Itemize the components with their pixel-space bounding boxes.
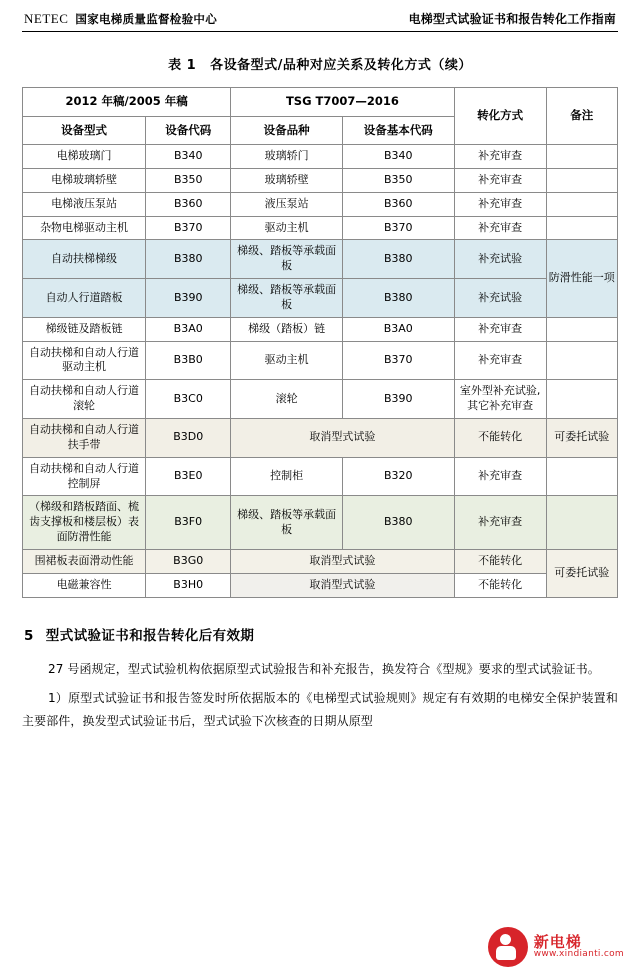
header-remark: 备注 — [546, 88, 617, 145]
cell-variety: 驱动主机 — [231, 216, 343, 240]
header-group-middle: TSG T7007—2016 — [231, 88, 454, 117]
cell-remark — [546, 168, 617, 192]
cell-remark — [546, 145, 617, 169]
cell-convert: 补充审查 — [454, 168, 546, 192]
cell-variety: 玻璃轿门 — [231, 145, 343, 169]
cell-type: 电梯液压泵站 — [23, 192, 146, 216]
cell-convert: 不能转化 — [454, 419, 546, 458]
cell-remark: 防滑性能一项 — [546, 240, 617, 317]
cell-variety: 控制柜 — [231, 457, 343, 496]
cell-base: B320 — [342, 457, 454, 496]
header-left — [24, 11, 217, 27]
cell-variety: 玻璃轿壁 — [231, 168, 343, 192]
table-number: 表 1 — [168, 58, 197, 73]
cell-remark: 可委托试验 — [546, 419, 617, 458]
cell-base: B380 — [342, 279, 454, 318]
cell-code: B3A0 — [146, 317, 231, 341]
cell-variety: 梯级、踏板等承载面板 — [231, 496, 343, 550]
cell-remark — [546, 192, 617, 216]
cell-code: B3C0 — [146, 380, 231, 419]
header-convert-method: 转化方式 — [454, 88, 546, 145]
cell-remark — [546, 341, 617, 380]
cell-convert: 补充审查 — [454, 192, 546, 216]
table-row — [23, 216, 618, 240]
cell-code: B3G0 — [146, 549, 231, 573]
cell-base: B380 — [342, 240, 454, 279]
cell-convert: 补充审查 — [454, 341, 546, 380]
cell-convert: 补充试验 — [454, 240, 546, 279]
cell-variety: 取消型式试验 — [231, 573, 454, 597]
table-caption — [22, 54, 618, 73]
cell-convert: 补充审查 — [454, 457, 546, 496]
paragraph-2: 1）原型式试验证书和报告签发时所依据版本的《电梯型式试验规则》规定有有效期的电梯安全保护装置和主要部件，换发型式试验证书后，型式试验下次核查的日期从原型 — [22, 690, 618, 729]
watermark-text — [534, 934, 624, 960]
table-title-text: 各设备型式/品种对应关系及转化方式（续） — [210, 58, 472, 73]
cell-convert: 补充审查 — [454, 317, 546, 341]
cell-base: B340 — [342, 145, 454, 169]
cell-variety: 滚轮 — [231, 380, 343, 419]
cell-code: B340 — [146, 145, 231, 169]
cell-base: B3A0 — [342, 317, 454, 341]
cell-variety: 取消型式试验 — [231, 419, 454, 458]
section-heading — [24, 624, 618, 644]
table-row — [23, 279, 618, 318]
table-row — [23, 240, 618, 279]
cell-remark — [546, 317, 617, 341]
cell-code: B360 — [146, 192, 231, 216]
organization-name: 国家电梯质量监督检验中心 — [75, 12, 217, 26]
cell-code: B390 — [146, 279, 231, 318]
person-icon — [488, 927, 528, 967]
table-row — [23, 192, 618, 216]
cell-convert: 不能转化 — [454, 549, 546, 573]
cell-type: （梯级和踏板踏面、梳齿支撑板和楼层板）表面防滑性能 — [23, 496, 146, 550]
cell-type: 自动人行道踏板 — [23, 279, 146, 318]
cell-base: B390 — [342, 380, 454, 419]
cell-code: B3F0 — [146, 496, 231, 550]
cell-type: 梯级链及踏板链 — [23, 317, 146, 341]
cell-code: B380 — [146, 240, 231, 279]
table-row — [23, 457, 618, 496]
table-row — [23, 145, 618, 169]
watermark-title: 新电梯 — [533, 932, 582, 951]
cell-variety: 梯级（踏板）链 — [231, 317, 343, 341]
header-equipment-type: 设备型式 — [23, 116, 146, 145]
cell-base: B370 — [342, 341, 454, 380]
cell-type: 自动扶梯梯级 — [23, 240, 146, 279]
cell-type: 围裙板表面滑动性能 — [23, 549, 146, 573]
cell-type: 电梯玻璃轿壁 — [23, 168, 146, 192]
table-row — [23, 341, 618, 380]
cell-remark — [546, 216, 617, 240]
cell-convert: 补充试验 — [454, 279, 546, 318]
document-title: 电梯型式试验证书和报告转化工作指南 — [408, 12, 616, 26]
table-row — [23, 419, 618, 458]
cell-code: B350 — [146, 168, 231, 192]
section-title: 型式试验证书和报告转化后有效期 — [45, 627, 255, 644]
cell-type: 电梯玻璃门 — [23, 145, 146, 169]
cell-convert: 补充审查 — [454, 145, 546, 169]
watermark — [488, 927, 624, 967]
cell-code: B3E0 — [146, 457, 231, 496]
cell-remark — [546, 457, 617, 496]
cell-variety: 取消型式试验 — [231, 549, 454, 573]
cell-remark — [546, 380, 617, 419]
cell-variety: 梯级、踏板等承载面板 — [231, 240, 343, 279]
cell-type: 自动扶梯和自动人行道驱动主机 — [23, 341, 146, 380]
table-row — [23, 380, 618, 419]
cell-variety: 液压泵站 — [231, 192, 343, 216]
cell-remark: 可委托试验 — [546, 549, 617, 597]
cell-type: 电磁兼容性 — [23, 573, 146, 597]
cell-base: B380 — [342, 496, 454, 550]
table-row — [23, 549, 618, 573]
table-row — [23, 496, 618, 550]
cell-convert: 补充审查 — [454, 216, 546, 240]
cell-code: B3D0 — [146, 419, 231, 458]
cell-convert: 不能转化 — [454, 573, 546, 597]
page-header — [22, 0, 618, 32]
watermark-url: www.xindianti.com — [533, 949, 624, 960]
header-equipment-code: 设备代码 — [146, 116, 231, 145]
cell-code: B3B0 — [146, 341, 231, 380]
cell-code: B370 — [146, 216, 231, 240]
cell-base: B370 — [342, 216, 454, 240]
cell-type: 自动扶梯和自动人行道滚轮 — [23, 380, 146, 419]
cell-type: 自动扶梯和自动人行道控制屏 — [23, 457, 146, 496]
table-row — [23, 317, 618, 341]
table-row — [23, 168, 618, 192]
brand-logo: NETEC — [24, 11, 69, 26]
equipment-conversion-table — [22, 87, 618, 598]
cell-variety: 驱动主机 — [231, 341, 343, 380]
header-equipment-variety: 设备品种 — [231, 116, 343, 145]
paragraph-1: 27 号函规定，型式试验机构依据原型式试验报告和补充报告，换发符合《型规》要求的型式试验证书。 — [48, 661, 600, 676]
cell-remark — [546, 496, 617, 550]
cell-code: B3H0 — [146, 573, 231, 597]
cell-type: 自动扶梯和自动人行道扶手带 — [23, 419, 146, 458]
cell-base: B350 — [342, 168, 454, 192]
header-equipment-base-code: 设备基本代码 — [342, 116, 454, 145]
header-group-left: 2012 年稿/2005 年稿 — [23, 88, 231, 117]
cell-base: B360 — [342, 192, 454, 216]
section-number: 5 — [24, 627, 34, 644]
cell-convert: 室外型补充试验, 其它补充审查 — [454, 380, 546, 419]
cell-convert: 补充审查 — [454, 496, 546, 550]
table-header-group-row — [23, 88, 618, 117]
table-row — [23, 573, 618, 597]
cell-type: 杂物电梯驱动主机 — [23, 216, 146, 240]
cell-variety: 梯级、踏板等承载面板 — [231, 279, 343, 318]
